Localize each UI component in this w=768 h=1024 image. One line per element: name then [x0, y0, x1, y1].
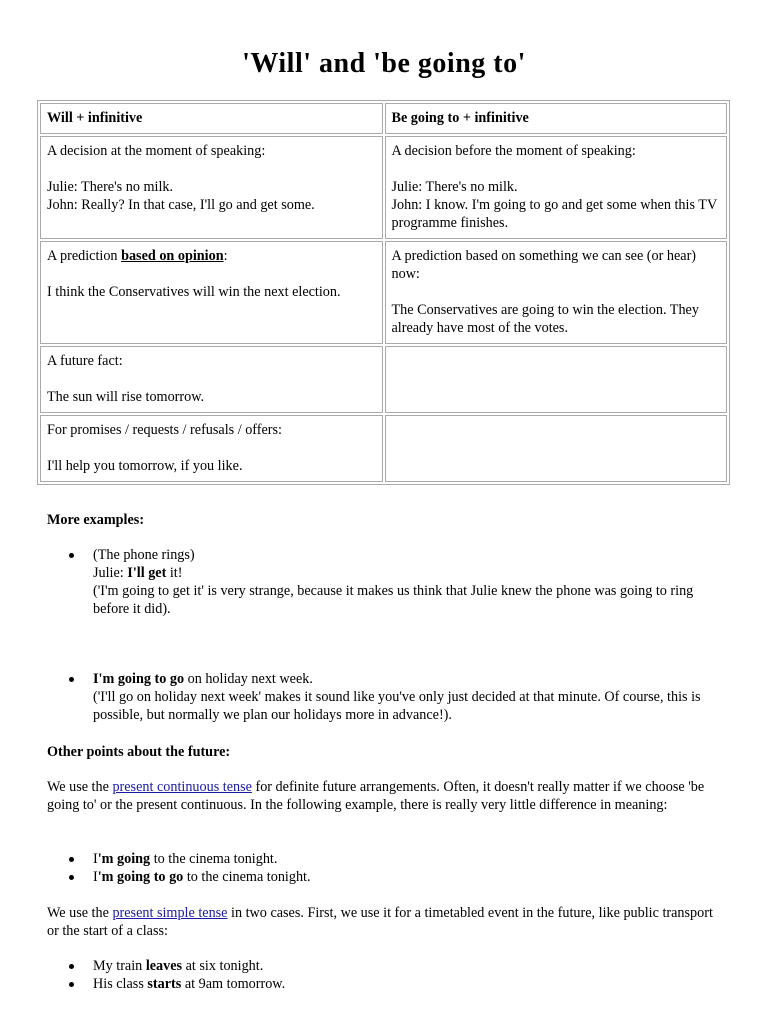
- table-cell-empty: [385, 415, 728, 482]
- table-header-cell: Will + infinitive: [40, 103, 383, 134]
- table-cell: [385, 136, 728, 239]
- section-heading: More examples:: [47, 512, 145, 528]
- examples-list-2: [47, 670, 727, 724]
- page-title: 'Will' and 'be going to': [242, 48, 526, 79]
- examples-list-4: [47, 957, 727, 993]
- cell-example: The sun will rise tomorrow.: [47, 389, 205, 405]
- table-cell: [40, 241, 383, 344]
- more-examples-section: [47, 511, 727, 529]
- list-item: I'm going to go on holiday next week. ('I'll go on holiday next week' makes it sound like you've only just decided at that minute. Of course, this is possible, but normally we plan our holidays more in advance!).: [93, 670, 727, 724]
- table-cell: [40, 136, 383, 239]
- table-cell: [385, 241, 728, 344]
- cell-intro: A decision before the moment of speaking:: [391, 143, 636, 159]
- list-item: I'm going to the cinema tonight.: [93, 850, 727, 868]
- comparison-table: [37, 100, 730, 485]
- table-row: [40, 241, 727, 344]
- cell-intro: For promises / requests / refusals / offers:: [47, 422, 282, 438]
- table-header-cell: Be going to + infinitive: [385, 103, 728, 134]
- cell-example: Julie: There's no milk. John: I know. I'm going to go and get some when this TV programme finishes.: [391, 179, 717, 231]
- cell-example: I think the Conservatives will win the next election.: [47, 284, 341, 300]
- section-heading: Other points about the future:: [47, 744, 231, 760]
- table-row: [40, 136, 727, 239]
- table-cell: [40, 346, 383, 413]
- table-cell-empty: [385, 346, 728, 413]
- list-item: His class starts at 9am tomorrow.: [93, 975, 727, 993]
- list-item: (The phone rings) Julie: I'll get it! ('I'm going to get it' is very strange, because it makes us think that Julie knew the phone was going to ring before it did).: [93, 546, 727, 618]
- paragraph: We use the present simple tense in two cases. First, we use it for a timetabled event in the future, like public transport or the start of a class:: [47, 905, 713, 939]
- paragraph: We use the present continuous tense for definite future arrangements. Often, it doesn't really matter if we choose 'be going to' or the present continuous. In the following example, there is really very little difference in meaning:: [47, 779, 705, 813]
- examples-list-1: [47, 546, 727, 618]
- present-simple-link[interactable]: present simple tense: [112, 905, 228, 921]
- list-item: My train leaves at six tonight.: [93, 957, 727, 975]
- table-row: [40, 346, 727, 413]
- cell-example: Julie: There's no milk. John: Really? In that case, I'll go and get some.: [47, 179, 315, 213]
- cell-intro: A prediction based on opinion:: [47, 248, 228, 264]
- table-header-row: [40, 103, 727, 134]
- table-cell: [40, 415, 383, 482]
- examples-list-3: [47, 850, 727, 886]
- cell-intro: A future fact:: [47, 353, 123, 369]
- cell-example: The Conservatives are going to win the election. They already have most of the votes.: [391, 302, 699, 336]
- table-row: [40, 415, 727, 482]
- cell-example: I'll help you tomorrow, if you like.: [47, 458, 243, 474]
- other-points-section: [47, 743, 727, 761]
- cell-intro: A decision at the moment of speaking:: [47, 143, 266, 159]
- cell-intro: A prediction based on something we can see (or hear) now:: [391, 248, 697, 282]
- list-item: I'm going to go to the cinema tonight.: [93, 868, 727, 886]
- present-continuous-link[interactable]: present continuous tense: [112, 779, 252, 795]
